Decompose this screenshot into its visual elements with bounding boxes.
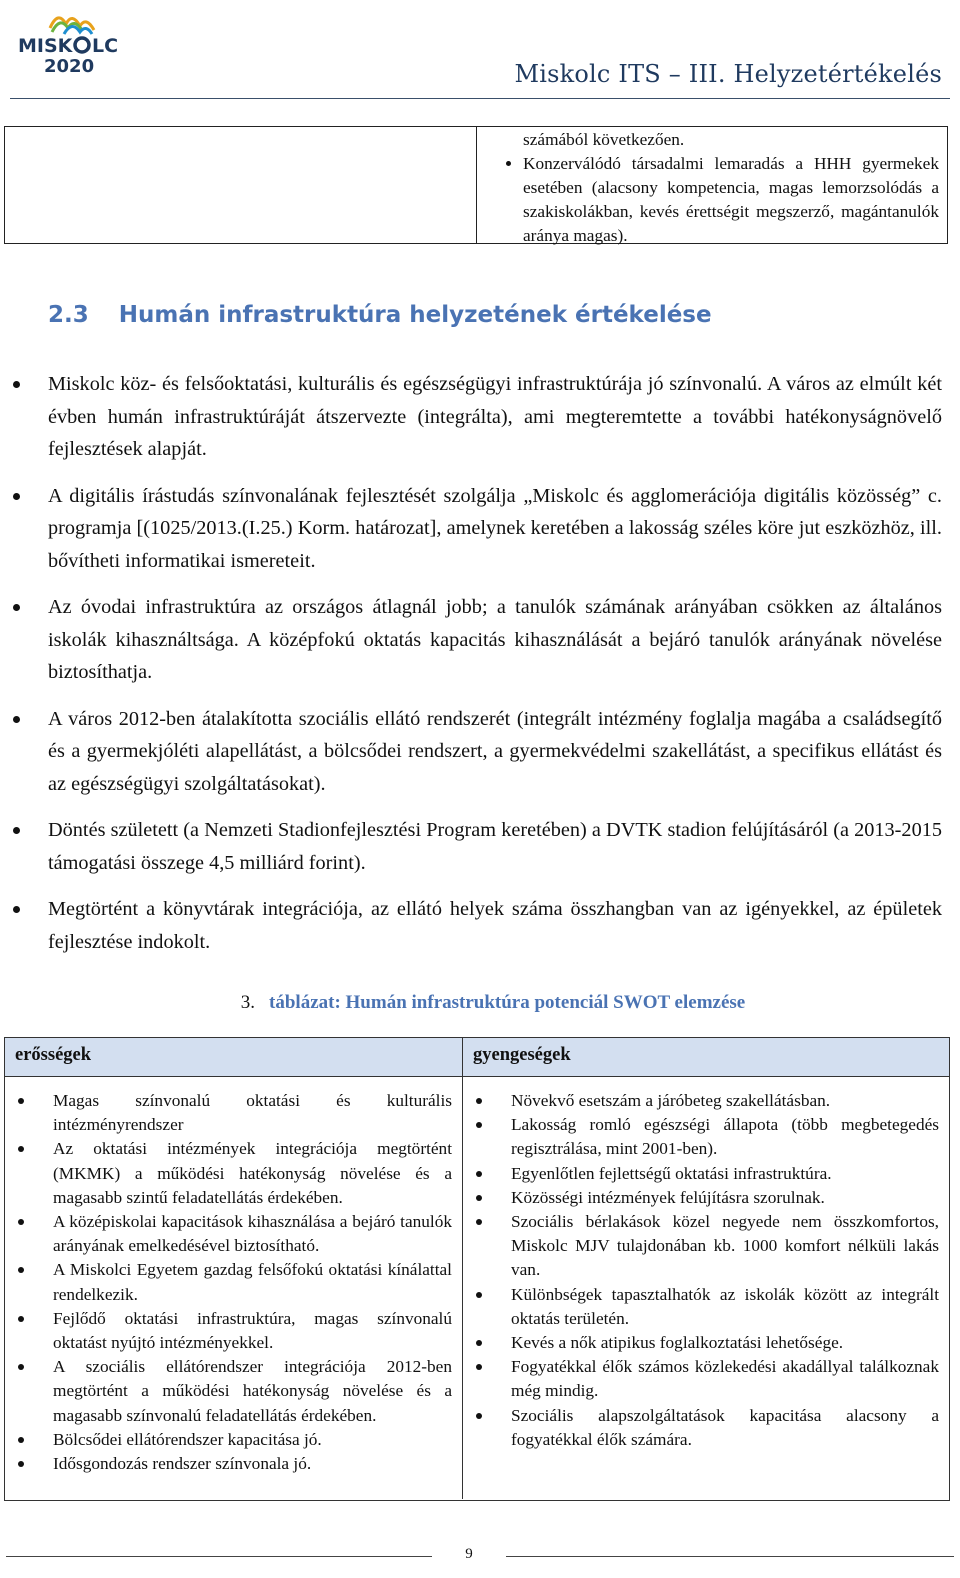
bullet-icon: [476, 1171, 482, 1177]
table-caption-number: 3.: [240, 992, 256, 1013]
list-item-text: Fogyatékkal élők számos közlekedési akadállyal találkoznak még mindig.: [511, 1357, 939, 1401]
list-item: [5, 1210, 452, 1258]
list-item: [5, 1258, 452, 1306]
bullet-icon: [13, 604, 20, 611]
list-item-text: Kevés a nők atipikus foglalkoztatási lehetősége.: [511, 1333, 844, 1353]
section-heading: [48, 302, 712, 328]
table-caption: [0, 992, 960, 1014]
bullet-icon: [13, 827, 20, 834]
list-item: [463, 1355, 939, 1403]
bullet-icon: [18, 1146, 24, 1152]
list-item: [5, 1137, 452, 1210]
header-divider: [10, 98, 950, 99]
list-item: [463, 1404, 939, 1452]
logo-o-ring: [75, 38, 89, 52]
list-item-text: Bölcsődei ellátórendszer kapacitása jó.: [53, 1429, 322, 1449]
list-item: [463, 1186, 939, 1210]
continued-table-right-cell: [477, 127, 947, 243]
list-item: [463, 1162, 939, 1186]
page-header: [0, 0, 960, 118]
bullet-icon: [13, 381, 20, 388]
list-item-text: Magas színvonalú oktatási és kulturális intézményrendszer: [53, 1091, 452, 1135]
continued-table-left-cell: [5, 127, 477, 243]
bullet-icon: [18, 1316, 24, 1322]
list-item: [5, 1428, 452, 1452]
bullet-icon: [476, 1340, 482, 1346]
list-item-text: Idősgondozás rendszer színvonala jó.: [53, 1454, 312, 1474]
swot-body-row: [5, 1077, 949, 1499]
list-item: [463, 1089, 939, 1113]
list-item: [5, 1452, 452, 1476]
logo-city-end-text: LC: [92, 35, 119, 57]
miskolc-logo-icon: [14, 6, 124, 76]
continued-text: számából következően.: [523, 130, 685, 149]
list-item: [0, 591, 960, 689]
swot-table: [4, 1037, 950, 1501]
list-item: [0, 368, 960, 466]
bullet-icon: [18, 1461, 24, 1467]
list-item-text: Megtörtént a könyvtárak integrációja, az ellátó helyek száma összhangban van az igényekkel, az épületek fejlesztése indokolt.: [48, 898, 942, 953]
bullet-icon: [13, 906, 20, 913]
list-item-text: Szociális bérlakások közel negyede nem összkomfortos, Miskolc MJV tulajdonában kb. 1000 komfort nélküli lakás van.: [511, 1212, 939, 1280]
footer-divider-right: [506, 1556, 954, 1557]
list-item: • Konzerválódó társadalmi lemaradás a HHH gyermekek esetében (alacsony kompetencia, magas lemorzsolódás a szakiskolákban, kevés érettségit megszerző, magántanulók aránya magas).: [523, 152, 939, 248]
list-item: [0, 703, 960, 801]
list-item: [463, 1283, 939, 1331]
logo-city-text: MISK: [18, 35, 73, 57]
document-title: Miskolc ITS – III. Helyzetértékelés: [514, 60, 942, 88]
bullet-icon: [18, 1364, 24, 1370]
continued-swot-table: [4, 126, 948, 244]
bullet-icon: [476, 1219, 482, 1225]
table-caption-text: táblázat: Humán infrastruktúra potenciál SWOT elemzése: [269, 992, 746, 1013]
continued-bullet-list: [487, 152, 939, 248]
list-item: [463, 1113, 939, 1161]
list-item: [463, 1331, 939, 1355]
page-number: 9: [465, 1546, 473, 1562]
list-item-text: A Miskolci Egyetem gazdag felsőfokú oktatási kínálattal rendelkezik.: [53, 1260, 452, 1304]
weaknesses-list: [463, 1089, 939, 1452]
miskolc-2020-logo: [14, 6, 124, 76]
list-item: [5, 1355, 452, 1428]
list-item-text: Döntés született (a Nemzeti Stadionfejlesztési Program keretében) a DVTK stadion felújításáról (a 2013-2015 támogatási összege 4,5 milliárd forint).: [48, 819, 942, 874]
list-item-text: Szociális alapszolgáltatások kapacitása alacsony a fogyatékkal élők számára.: [511, 1405, 939, 1449]
list-item: [0, 814, 960, 879]
strengths-header: erősségek: [5, 1038, 463, 1076]
swot-header-row: [5, 1038, 949, 1077]
weaknesses-column: [463, 1077, 949, 1499]
list-item-text: A szociális ellátórendszer integrációja 2012-ben megtörtént a működési hatékonyság növelése és a magasabb színvonalú feladatellátás érdekében.: [53, 1357, 452, 1425]
bullet-icon: [18, 1098, 24, 1104]
list-item: [0, 893, 960, 958]
weaknesses-header: gyengeségek: [473, 1045, 571, 1065]
list-item: [5, 1089, 452, 1137]
list-item-text: Különbségek tapasztalhatók az iskolák között az integrált oktatás területén.: [511, 1284, 939, 1328]
list-item: [0, 480, 960, 578]
strengths-list: [5, 1089, 452, 1476]
list-item-text: A középiskolai kapacitások kihasználása a bejáró tanulók arányának emelkedésével biztosítható.: [53, 1212, 452, 1256]
bullet-icon: [18, 1437, 24, 1443]
section-title: Humán infrastruktúra helyzetének értékelése: [118, 302, 712, 328]
bullet-icon: [476, 1195, 482, 1201]
body-bullet-list: [0, 368, 960, 972]
bullet-icon: [476, 1413, 482, 1419]
list-item-text: Lakosság romló egészségi állapota (több megbetegedés regisztrálása, mint 2001-ben).: [511, 1115, 939, 1159]
bullet-icon: [476, 1122, 482, 1128]
section-number: 2.3: [48, 302, 89, 328]
list-item: [463, 1210, 939, 1283]
list-item-text: A digitális írástudás színvonalának fejlesztését szolgálja „Miskolc és agglomerációja digitális közösség” c. programja [(1025/2013.(I.25.) Korm. határozat], amelynek keretében a lakosság széles köre jut eszközhöz, ill. bővítheti informatikai ismereteit.: [48, 484, 942, 572]
list-item-text: Miskolc köz- és felsőoktatási, kulturális és egészségügyi infrastruktúrája jó színvonalú. A város az elmúlt két évben humán infrastruktúráját átszervezte (integrálta), ami megteremtette a további hatékonyságnövelő fejlesztések alapját.: [48, 373, 942, 460]
list-item-text: Fejlődő oktatási infrastruktúra, magas színvonalú oktatást nyújtó intézményekkel.: [53, 1308, 452, 1353]
logo-year-text: 2020: [44, 56, 95, 76]
bullet-icon: [18, 1267, 24, 1273]
bullet-icon: [476, 1292, 482, 1298]
bullet-icon: [476, 1098, 482, 1104]
bullet-icon: [13, 493, 20, 500]
list-item: [5, 1307, 452, 1355]
list-item-text: Közösségi intézmények felújításra szorulnak.: [511, 1187, 825, 1207]
list-item-text: Egyenlőtlen fejlettségű oktatási infrastruktúra.: [511, 1163, 832, 1183]
list-item-text: Növekvő esetszám a járóbeteg szakellátásban.: [511, 1091, 831, 1110]
list-item-text: Az óvodai infrastruktúra az országos átlagnál jobb; a tanulók számának arányában csökken az általános iskolák kihasználtsága. A középfokú oktatás kapacitás kihasználását a bejáró tanulók arányának növelése biztosíthatja.: [48, 596, 942, 683]
bullet-icon: [476, 1364, 482, 1370]
strengths-column: [5, 1077, 463, 1499]
list-item-text: Az oktatási intézmények integrációja megtörtént (MKMK) a működési hatékonyság növelése és a magasabb szintű feladatellátás érdekében.: [53, 1139, 452, 1207]
bullet-icon: [18, 1219, 24, 1225]
bullet-icon: [13, 716, 20, 723]
list-item-text: A város 2012-ben átalakította szociális ellátó rendszerét (integrált intézmény foglalja magába a családsegítő és a gyermekjóléti alapellátást, a bölcsődei rendszert, a gyermekvédelmi szakellátást, a specifikus ellátást és az egészségügyi szolgáltatásokat).: [48, 707, 942, 795]
